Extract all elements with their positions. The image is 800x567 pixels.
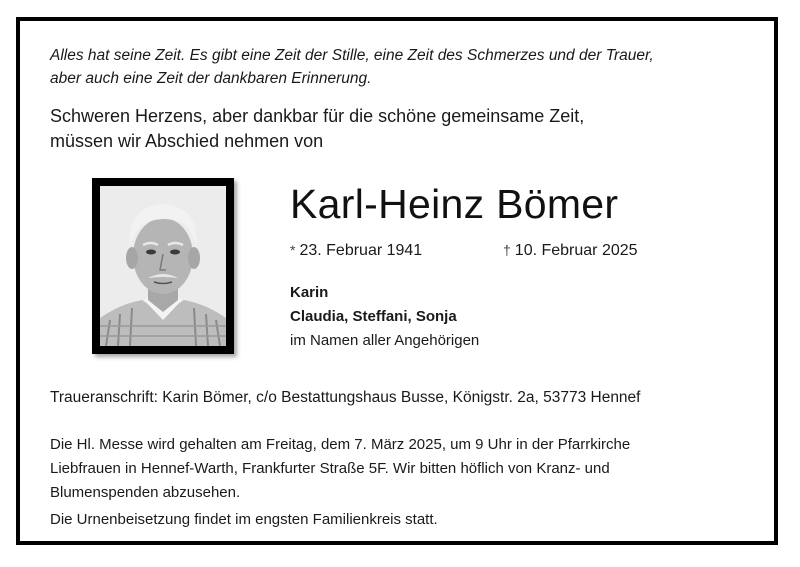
family-block (290, 281, 479, 353)
lead-line-2: müssen wir Abschied nehmen von (50, 131, 324, 151)
portrait-frame (92, 178, 234, 354)
death-cross-icon: † (503, 242, 511, 258)
mass-line-1: Die Hl. Messe wird gehalten am Freitag, dem 7. März 2025, um 9 Uhr in der Pfarrkirche (50, 436, 631, 453)
intro-line-1: Alles hat seine Zeit. Es gibt eine Zeit der Stille, eine Zeit des Schmerzes und der Trauer, (50, 47, 654, 64)
intro-line-2: aber auch eine Zeit der dankbaren Erinnerung. (50, 70, 372, 87)
lead-text (50, 104, 584, 154)
family-line-3: im Namen aller Angehörigen (290, 332, 480, 349)
intro-quote (50, 44, 654, 90)
death-date-line (503, 239, 638, 262)
mass-line-2: Liebfrauen in Hennef-Warth, Frankfurter Straße 5F. Wir bitten höflich von Kranz- und (50, 460, 610, 477)
family-line-2: Claudia, Steffani, Sonja (290, 308, 457, 325)
family-line-1: Karin (290, 284, 329, 301)
birth-star-icon: * (290, 242, 296, 258)
death-date: 10. Februar 2025 (514, 242, 638, 259)
deceased-name: Karl-Heinz Bömer (290, 181, 619, 227)
mass-notice (50, 433, 750, 505)
birth-date-line (290, 239, 422, 262)
portrait-illustration (100, 186, 226, 346)
portrait-photo (100, 186, 226, 346)
obituary-card (16, 17, 778, 545)
mass-line-3: Blumenspenden abzusehen. (50, 484, 241, 501)
mourning-address: Traueranschrift: Karin Bömer, c/o Bestattungshaus Busse, Königstr. 2a, 53773 Hennef (50, 389, 641, 406)
birth-date: 23. Februar 1941 (299, 242, 423, 259)
urn-notice: Die Urnenbeisetzung findet im engsten Familienkreis statt. (50, 511, 438, 528)
lead-line-1: Schweren Herzens, aber dankbar für die schöne gemeinsame Zeit, (50, 106, 585, 126)
